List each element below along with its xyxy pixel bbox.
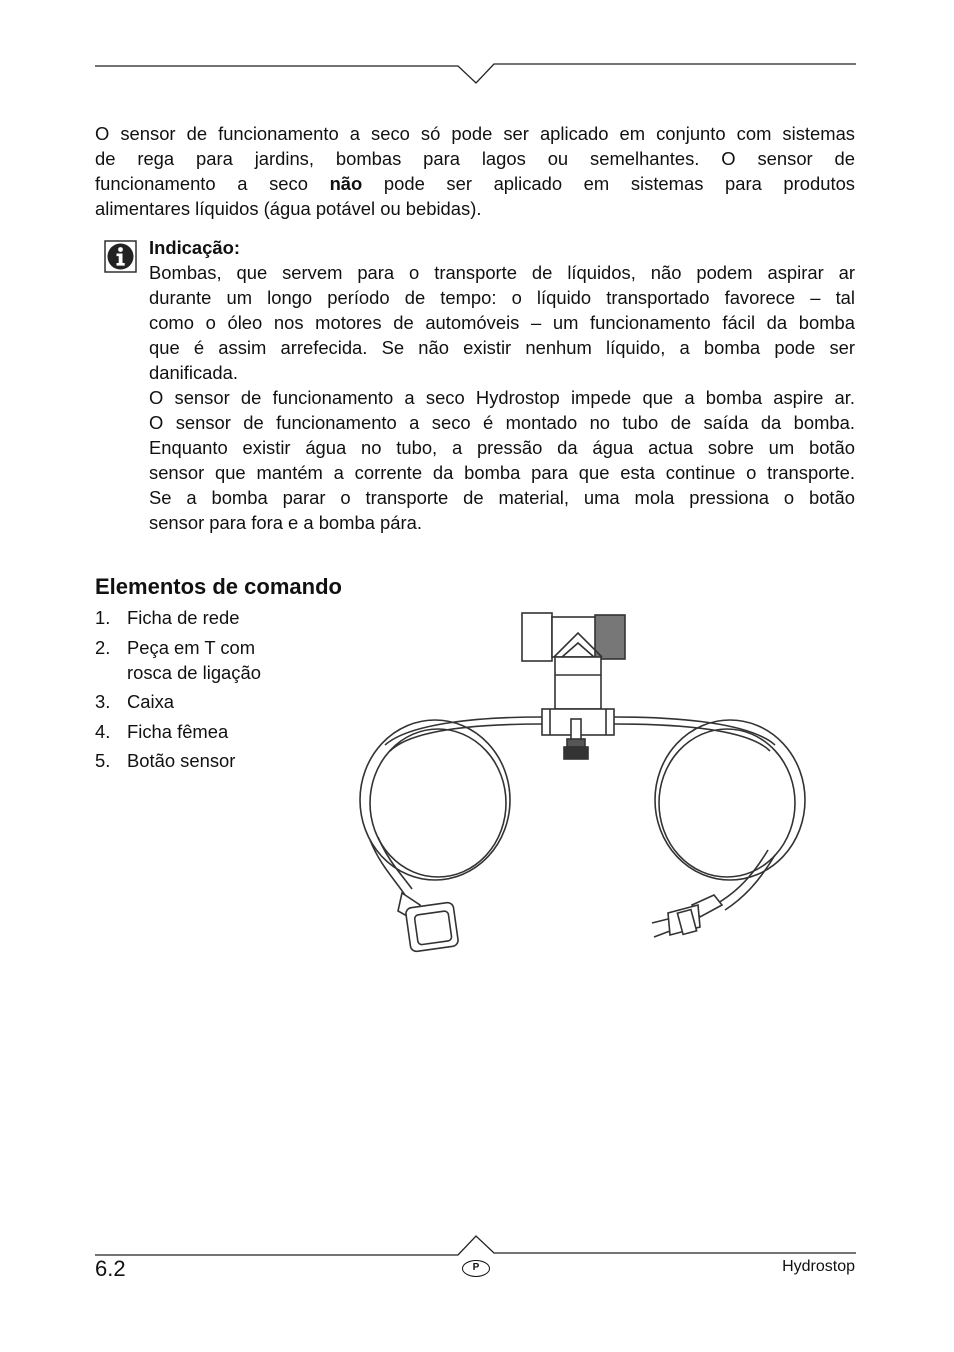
- note-title: Indicação:: [149, 237, 240, 258]
- note-line: O sensor de funcionamento a seco Hydrostop impede que a bomba aspire ar.: [149, 387, 855, 408]
- list-item: 4. Ficha fêmea: [95, 720, 229, 742]
- note-line: que é assim arrefecida. Se não existir nenhum líquido, a bomba pode ser: [149, 337, 855, 358]
- note-line: Bombas, que servem para o transporte de líquidos, não podem aspirar ar: [149, 262, 855, 283]
- cable-coil: [655, 720, 805, 880]
- cable: [614, 724, 770, 751]
- header-rule: [0, 0, 954, 100]
- t-piece-connector: [522, 613, 625, 661]
- note-line: como o óleo nos motores de automóveis – um funcionamento fácil da bomba: [149, 312, 855, 333]
- emphasis-nao: não: [329, 173, 363, 194]
- note-line: Enquanto existir água no tubo, a pressão da água actua sobre um botão: [149, 437, 855, 458]
- intro-line: funcionamento a seco não pode ser aplicado em sistemas para produtos: [95, 173, 855, 194]
- document-name: Hydrostop: [782, 1258, 855, 1275]
- list-item: 2. Peça em T com rosca de ligação: [95, 636, 261, 683]
- list-item: 3. Caixa: [95, 691, 175, 712]
- note-block: [149, 235, 855, 535]
- intro-line: O sensor de funcionamento a seco só pode ser aplicado em conjunto com sistemas: [95, 123, 855, 144]
- cable-coil: [370, 729, 506, 877]
- female-socket: [398, 893, 459, 952]
- note-line: durante um longo período de tempo: o líquido transportado favorece – tal: [149, 287, 855, 308]
- info-icon: [104, 240, 137, 273]
- note-line: sensor para fora e a bomba pára.: [149, 512, 422, 533]
- intro-paragraph: [95, 121, 855, 221]
- cable: [385, 717, 542, 745]
- note-line: Se a bomba parar o transporte de material, uma mola pressiona o botão: [149, 487, 855, 508]
- section-title: Elementos de comando: [95, 574, 342, 599]
- cable: [390, 724, 542, 751]
- intro-line: alimentares líquidos (água potável ou bebidas).: [95, 198, 482, 219]
- note-line: danificada.: [149, 362, 238, 383]
- cable: [614, 717, 775, 745]
- intro-line: de rega para jardins, bombas para lagos ou semelhantes. O sensor de: [95, 148, 855, 169]
- language-badge: P: [462, 1260, 490, 1277]
- controls-list: [95, 605, 335, 778]
- hydrostop-device-illustration: [350, 605, 820, 965]
- note-line: O sensor de funcionamento a seco é montado no tubo de saída da bomba.: [149, 412, 855, 433]
- cable-coil: [360, 720, 510, 880]
- list-item: 1. Ficha de rede: [95, 607, 240, 628]
- note-line: sensor que mantém a corrente da bomba para que esta continue o transporte.: [149, 462, 855, 483]
- list-item: 5. Botão sensor: [95, 750, 236, 771]
- page-number: 6.2: [95, 1256, 126, 1281]
- mains-plug: [652, 895, 722, 937]
